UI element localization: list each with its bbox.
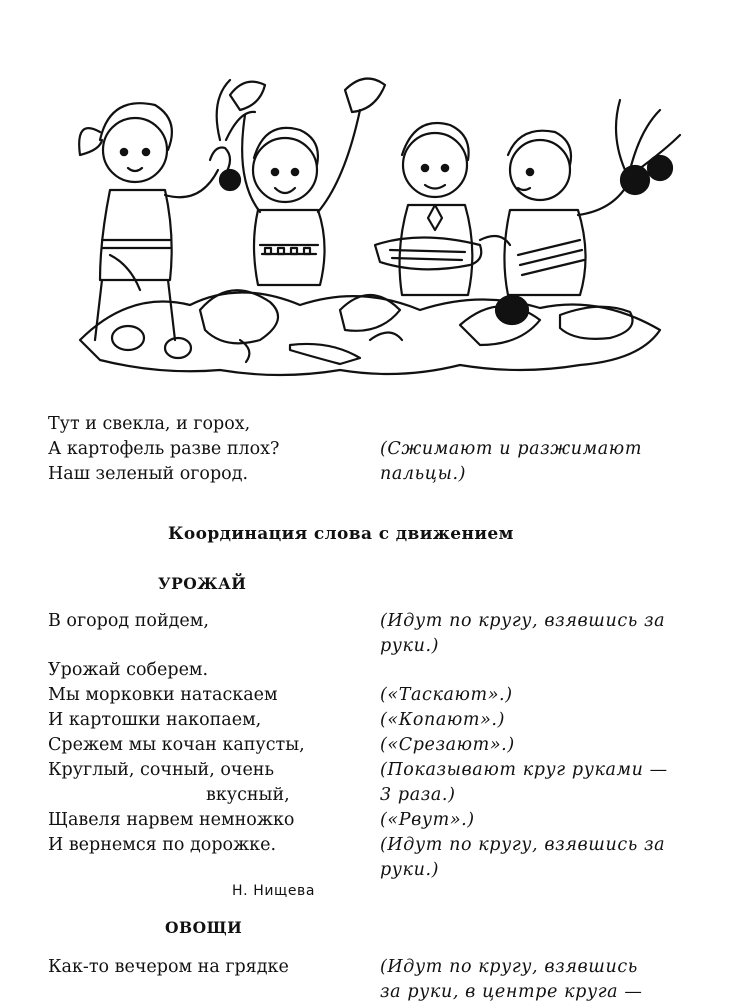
stage-direction: (Сжимают и разжимают [380,439,643,459]
poem-line: вкусный, [206,785,290,805]
stage-direction: (Идут по кругу, взявшись за [380,611,666,631]
boy-with-carrots-figure [375,123,510,295]
stage-direction: (Показывают круг руками — [380,760,668,780]
children-with-vegetables-illustration [40,40,700,390]
poem-author: Н. Нищева [232,883,316,899]
stage-direction: («Рвут».) [380,810,475,830]
stage-direction: руки.) [380,636,440,656]
stage-direction: (Идут по кругу, взявшись за [380,835,666,855]
poem-line: В огород пойдем, [48,611,209,631]
stage-direction: руки.) [380,860,440,880]
section-title: Координация слова с движением [168,524,514,544]
stage-direction: 3 раза.) [380,785,456,805]
poem-line: И картошки накопаем, [48,710,262,730]
poem-line: А картофель разве плох? [48,439,280,459]
boy-arms-raised-figure [230,79,385,285]
poem-line: Урожай соберем. [48,660,209,680]
poem-line: И вернемся по дорожке. [48,835,277,855]
poem-title: ОВОЩИ [165,918,243,937]
poem-title: УРОЖАЙ [158,574,247,593]
poem-line: Наш зеленый огород. [48,464,249,484]
poem-line: Как-то вечером на грядке [48,957,289,977]
stage-direction: («Таскают».) [380,685,513,705]
stage-direction: пальцы.) [380,464,467,484]
stage-direction: («Копают».) [380,710,506,730]
poem-line: Тут и свекла, и горох, [48,414,251,434]
poem-line: Мы морковки натаскаем [48,685,278,705]
stage-direction: («Срезают».) [380,735,515,755]
stage-direction: (Идут по кругу, взявшись [380,957,638,977]
poem-line: Круглый, сочный, очень [48,760,274,780]
vegetable-pile [80,290,660,375]
poem-line: Срежем мы кочан капусты, [48,735,305,755]
poem-line: Щавеля нарвем немножко [48,810,295,830]
boy-with-beets-figure [504,100,680,295]
stage-direction: за руки, в центре круга — [380,982,643,1002]
